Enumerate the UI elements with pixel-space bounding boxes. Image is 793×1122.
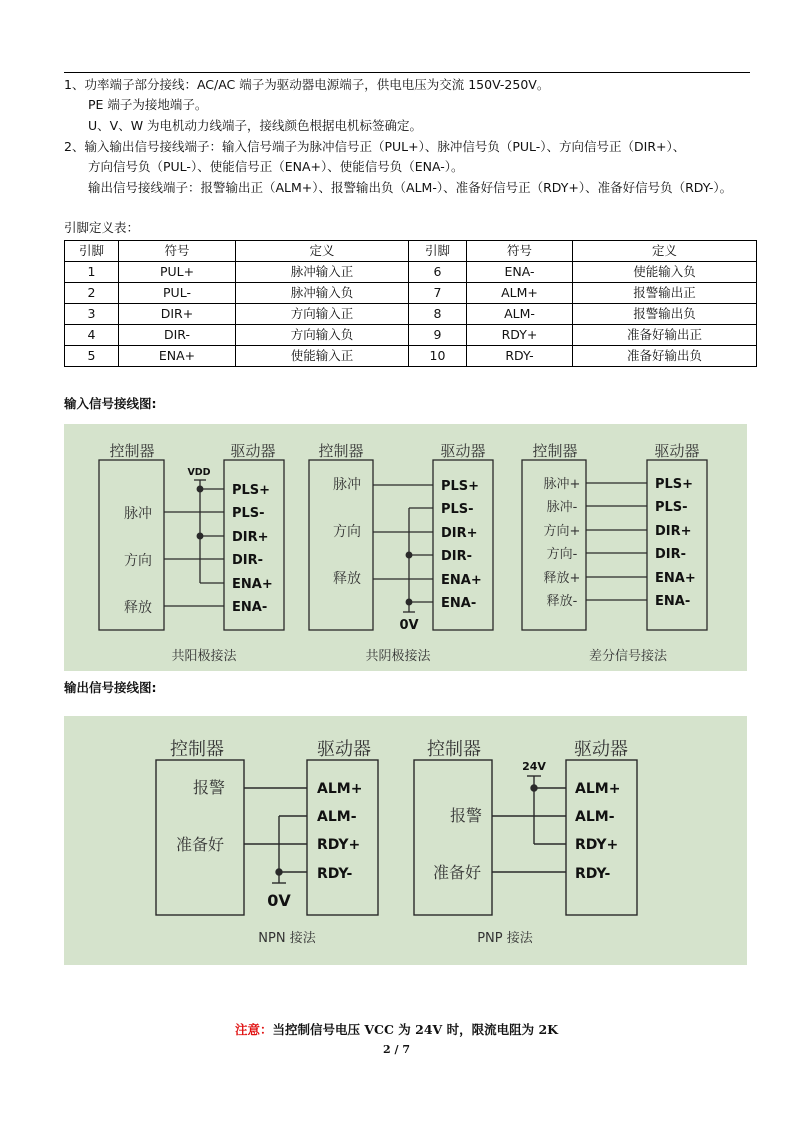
pnp-controller-label: 控制器 bbox=[427, 739, 481, 760]
table-cell: 8 bbox=[409, 304, 467, 325]
table-cell: ENA+ bbox=[119, 346, 236, 367]
pnp-junction bbox=[531, 785, 537, 791]
ca-pin-dir-minus: DIR- bbox=[232, 553, 264, 568]
table-cell: 3 bbox=[65, 304, 119, 325]
ca-caption: 共阳极接法 bbox=[171, 649, 237, 664]
page-number: 2 / 7 bbox=[383, 1043, 410, 1056]
output-wiring-panel bbox=[64, 716, 747, 965]
table-cell: 使能输入负 bbox=[573, 262, 757, 283]
df-pin: ENA+ bbox=[655, 571, 696, 586]
pnp-driver-label: 驱动器 bbox=[574, 739, 628, 760]
table-row bbox=[65, 283, 757, 304]
io-terminal-line-cont: 方向信号负（PUL-）、使能信号正（ENA+）、使能信号负（ENA-）。 bbox=[88, 159, 464, 174]
ca-signal-pulse: 脉冲 bbox=[124, 506, 152, 522]
cc-caption: 共阴极接法 bbox=[365, 649, 431, 664]
ca-junction bbox=[197, 486, 203, 492]
table-cell: ALM+ bbox=[467, 283, 573, 304]
header-cell: 引脚 bbox=[409, 241, 467, 262]
table-cell: 脉冲输入负 bbox=[236, 283, 409, 304]
npn-caption: NPN 接法 bbox=[258, 931, 316, 946]
pnp-controller-box bbox=[414, 760, 492, 915]
pnp-signal-alarm: 报警 bbox=[449, 806, 483, 825]
header-cell: 定义 bbox=[236, 241, 409, 262]
table-cell: 方向输入正 bbox=[236, 304, 409, 325]
pnp-pin-alm-plus: ALM+ bbox=[575, 781, 621, 797]
ca-pin-pls-minus: PLS- bbox=[232, 506, 265, 521]
table-row bbox=[65, 346, 757, 367]
npn-signal-ready: 准备好 bbox=[175, 835, 225, 854]
table-row bbox=[65, 325, 757, 346]
cc-pin-ena-minus: ENA- bbox=[441, 596, 477, 611]
output-terminal-line: 输出信号接线端子：报警输出正（ALM+）、报警输出负（ALM-）、准备好信号正（RDY+）、准备好信号负（RDY-）。 bbox=[88, 180, 733, 195]
cc-ground-label: 0V bbox=[399, 618, 419, 633]
table-row bbox=[65, 304, 757, 325]
ca-vdd-label: VDD bbox=[187, 467, 211, 478]
ca-controller-label: 控制器 bbox=[109, 442, 155, 460]
df-signal: 脉冲+ bbox=[543, 477, 581, 492]
table-cell: 1 bbox=[65, 262, 119, 283]
cc-controller-label: 控制器 bbox=[318, 442, 364, 460]
header-rule bbox=[64, 72, 750, 73]
table-cell: 4 bbox=[65, 325, 119, 346]
pnp-pin-alm-minus: ALM- bbox=[575, 809, 615, 825]
input-section-title: 输入信号接线图: bbox=[64, 396, 157, 411]
header-cell: 定义 bbox=[573, 241, 757, 262]
npn-signal-alarm: 报警 bbox=[192, 778, 226, 797]
power-terminal-line: 1、功率端子部分接线：AC/AC 端子为驱动器电源端子，供电电压为交流 150V-250V。 bbox=[64, 77, 550, 92]
cc-signal-dir: 方向 bbox=[333, 524, 361, 540]
ca-pin-pls-plus: PLS+ bbox=[232, 483, 271, 498]
npn-controller-label: 控制器 bbox=[170, 739, 224, 760]
table-cell: 5 bbox=[65, 346, 119, 367]
uvw-terminal-line: U、V、W 为电机动力线端子，接线颜色根据电机标签确定。 bbox=[88, 118, 423, 133]
df-driver-label: 驱动器 bbox=[654, 442, 700, 460]
table-cell: 报警输出正 bbox=[573, 283, 757, 304]
notice-prefix: 注意： bbox=[234, 1022, 273, 1037]
ca-pin-ena-minus: ENA- bbox=[232, 600, 268, 615]
io-terminal-line: 2、输入输出信号接线端子：输入信号端子为脉冲信号正（PUL+）、脉冲信号负（PUL-）、方向信号正（DIR+）、 bbox=[64, 139, 686, 154]
df-controller-label: 控制器 bbox=[532, 442, 578, 460]
ca-signal-ena: 释放 bbox=[124, 600, 152, 616]
df-pin: DIR- bbox=[655, 547, 687, 562]
npn-ground-label: 0V bbox=[267, 891, 291, 910]
cc-junction bbox=[406, 599, 412, 605]
pnp-signal-ready: 准备好 bbox=[432, 863, 482, 882]
ca-junction bbox=[197, 533, 203, 539]
header-cell: 引脚 bbox=[65, 241, 119, 262]
df-signal: 释放+ bbox=[543, 571, 581, 586]
pnp-supply-label: 24V bbox=[522, 760, 546, 773]
df-signal: 脉冲- bbox=[546, 500, 578, 515]
ca-driver-label: 驱动器 bbox=[230, 442, 276, 460]
table-cell: PUL- bbox=[119, 283, 236, 304]
cc-junction bbox=[406, 552, 412, 558]
table-cell: 准备好输出负 bbox=[573, 346, 757, 367]
header-cell: 符号 bbox=[119, 241, 236, 262]
df-signal: 方向+ bbox=[543, 524, 581, 539]
table-cell: 2 bbox=[65, 283, 119, 304]
df-signal: 方向- bbox=[546, 547, 578, 562]
df-caption: 差分信号接法 bbox=[588, 649, 668, 664]
table-cell: 使能输入正 bbox=[236, 346, 409, 367]
df-signal: 释放- bbox=[546, 594, 578, 609]
cc-pin-ena-plus: ENA+ bbox=[441, 573, 482, 588]
pnp-pin-rdy-plus: RDY+ bbox=[575, 837, 619, 853]
output-section-title: 输出信号接线图: bbox=[64, 680, 157, 695]
table-cell: DIR- bbox=[119, 325, 236, 346]
table-cell: 9 bbox=[409, 325, 467, 346]
table-cell: 报警输出负 bbox=[573, 304, 757, 325]
table-header-row bbox=[65, 241, 757, 262]
pe-terminal-line: PE 端子为接地端子。 bbox=[88, 97, 208, 112]
pin-table-caption: 引脚定义表： bbox=[64, 220, 140, 235]
ca-pin-ena-plus: ENA+ bbox=[232, 577, 273, 592]
cc-driver-label: 驱动器 bbox=[440, 442, 486, 460]
npn-pin-alm-minus: ALM- bbox=[317, 809, 357, 825]
df-pin: DIR+ bbox=[655, 524, 692, 539]
cc-pin-dir-minus: DIR- bbox=[441, 549, 473, 564]
ca-pin-dir-plus: DIR+ bbox=[232, 530, 269, 545]
npn-driver-label: 驱动器 bbox=[317, 739, 371, 760]
cc-signal-ena: 释放 bbox=[333, 571, 361, 587]
table-row bbox=[65, 262, 757, 283]
cc-pin-dir-plus: DIR+ bbox=[441, 526, 478, 541]
table-cell: 方向输入负 bbox=[236, 325, 409, 346]
output-wiring-diagram bbox=[64, 716, 747, 965]
table-cell: DIR+ bbox=[119, 304, 236, 325]
cc-pin-pls-plus: PLS+ bbox=[441, 479, 480, 494]
input-wiring-panel bbox=[64, 424, 747, 671]
voltage-notice bbox=[0, 1020, 793, 1038]
npn-pin-rdy-plus: RDY+ bbox=[317, 837, 361, 853]
notice-text: 当控制信号电压 VCC 为 24V 时，限流电阻为 2K bbox=[272, 1022, 559, 1037]
npn-pin-rdy-minus: RDY- bbox=[317, 866, 353, 882]
table-cell: 脉冲输入正 bbox=[236, 262, 409, 283]
input-wiring-diagram bbox=[64, 424, 747, 671]
df-pin: PLS+ bbox=[655, 477, 694, 492]
df-pin: ENA- bbox=[655, 594, 691, 609]
pnp-pin-rdy-minus: RDY- bbox=[575, 866, 611, 882]
table-cell: 7 bbox=[409, 283, 467, 304]
cc-pin-pls-minus: PLS- bbox=[441, 502, 474, 517]
table-cell: ENA- bbox=[467, 262, 573, 283]
table-cell: 6 bbox=[409, 262, 467, 283]
table-cell: ALM- bbox=[467, 304, 573, 325]
pnp-caption: PNP 接法 bbox=[477, 931, 533, 946]
npn-pin-alm-plus: ALM+ bbox=[317, 781, 363, 797]
table-cell: RDY- bbox=[467, 346, 573, 367]
table-cell: RDY+ bbox=[467, 325, 573, 346]
cc-signal-pulse: 脉冲 bbox=[333, 477, 361, 493]
npn-junction bbox=[276, 869, 282, 875]
table-cell: 10 bbox=[409, 346, 467, 367]
header-cell: 符号 bbox=[467, 241, 573, 262]
df-pin: PLS- bbox=[655, 500, 688, 515]
ca-signal-dir: 方向 bbox=[124, 553, 152, 569]
table-cell: 准备好输出正 bbox=[573, 325, 757, 346]
pin-definition-table bbox=[64, 240, 757, 367]
table-cell: PUL+ bbox=[119, 262, 236, 283]
